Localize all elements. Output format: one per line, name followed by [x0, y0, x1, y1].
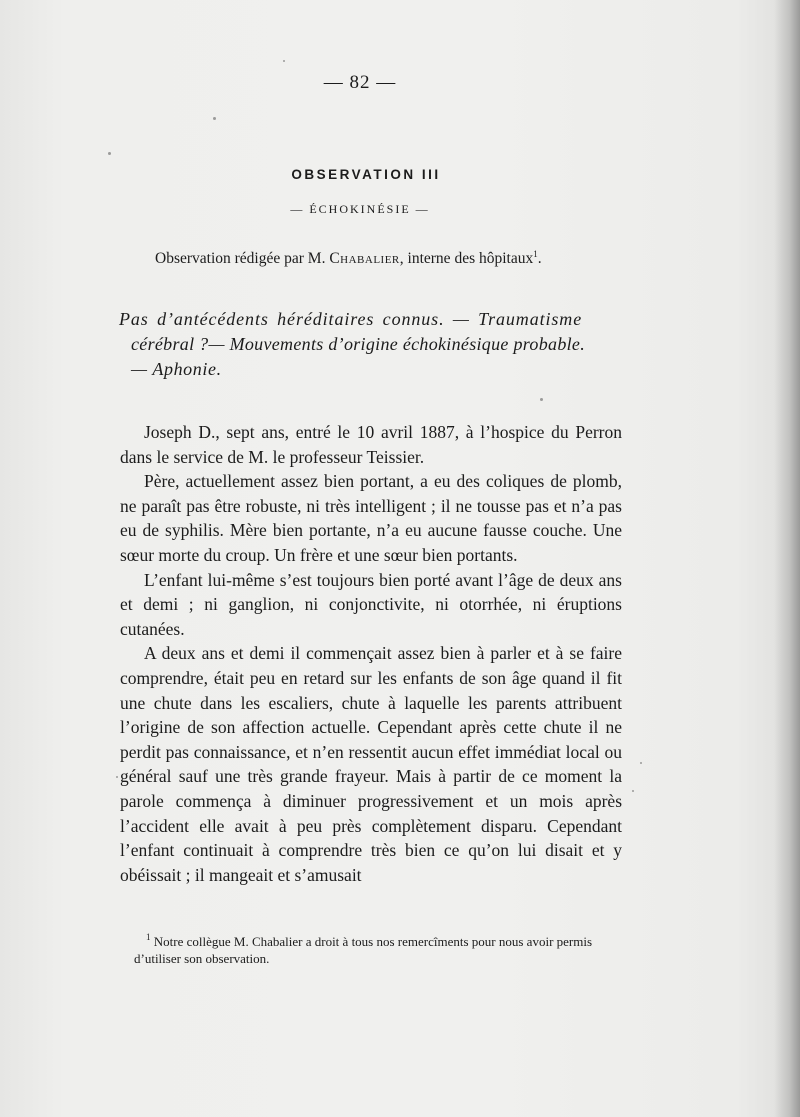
scan-speck: [108, 152, 111, 155]
scan-speck: [540, 398, 543, 401]
scan-speck: [640, 762, 642, 764]
footnote-body: Notre collègue M. Chabalier a droit à tous nos remercîments pour nous avoir permis d’utiliser son observation.: [134, 934, 593, 966]
observation-credit: [155, 250, 542, 268]
page-edge-shadow: [774, 0, 800, 1117]
case-summary: [119, 307, 615, 382]
credit-footnote-mark: 1: [533, 249, 538, 259]
body-paragraph: Joseph D., sept ans, entré le 10 avril 1887, à l’hospice du Perron dans le service de M. le professeur Teissier.: [120, 422, 622, 467]
footnote-text: [134, 933, 634, 967]
observation-title: OBSERVATION III: [291, 167, 441, 182]
footnote-mark: 1: [146, 932, 151, 942]
body-paragraph: A deux ans et demi il commençait assez bien à parler et à se faire comprendre, était peu en retard sur les enfants de son âge quand il fit une chute dans les escaliers, chute à laquelle les parents attribuent l’origine de son affection actuelle. Cependant après cette chute il ne perdit pas connaissance, et n’en ressentit aucun effet immédiat local ou général sauf une très grande frayeur. Mais à partir de ce moment la parole commença à diminuer progressivement et un mois après l’accident elle avait à peu près complètement disparu. Cependant l’enfant continuait à comprendre très bien ce qu’on lui disait et y obéissait ; il mangeait et s’amusait: [120, 643, 622, 885]
summary-line-2: cérébral ?— Mouvements d’origine échokinésique probable.: [131, 334, 586, 354]
footnote: [134, 933, 634, 967]
case-body: [120, 420, 622, 887]
scan-speck: [116, 776, 118, 778]
observation-subtitle: — ÉCHOKINÉSIE —: [290, 202, 430, 216]
summary-line-3: — Aphonie.: [131, 359, 222, 379]
scan-speck: [213, 117, 216, 120]
summary-line-1: Pas d’antécédents héréditaires connus. — Traumatisme: [119, 309, 583, 329]
body-paragraph: Père, actuellement assez bien portant, a eu des coliques de plomb, ne paraît pas être robuste, ni très intelligent ; il ne tousse pas et n’a pas eu de syphilis. Mère bien portante, n’a eu aucune fausse couche. Une sœur morte du croup. Un frère et une sœur bien portants.: [120, 471, 622, 565]
credit-text-before: Observation rédigée par M.: [155, 250, 330, 267]
body-paragraph: L’enfant lui-même s’est toujours bien porté avant l’âge de deux ans et demi ; ni ganglion, ni conjonctivite, ni otorrhée, ni éruptions cutanées.: [120, 569, 622, 639]
scan-speck: [283, 60, 285, 62]
credit-text-after: , interne des hôpitaux: [399, 250, 534, 267]
credit-text-end: .: [537, 250, 542, 267]
page-number: — 82 —: [323, 72, 397, 93]
credit-author-name: Chabalier: [329, 250, 400, 267]
scan-speck: [632, 790, 634, 792]
